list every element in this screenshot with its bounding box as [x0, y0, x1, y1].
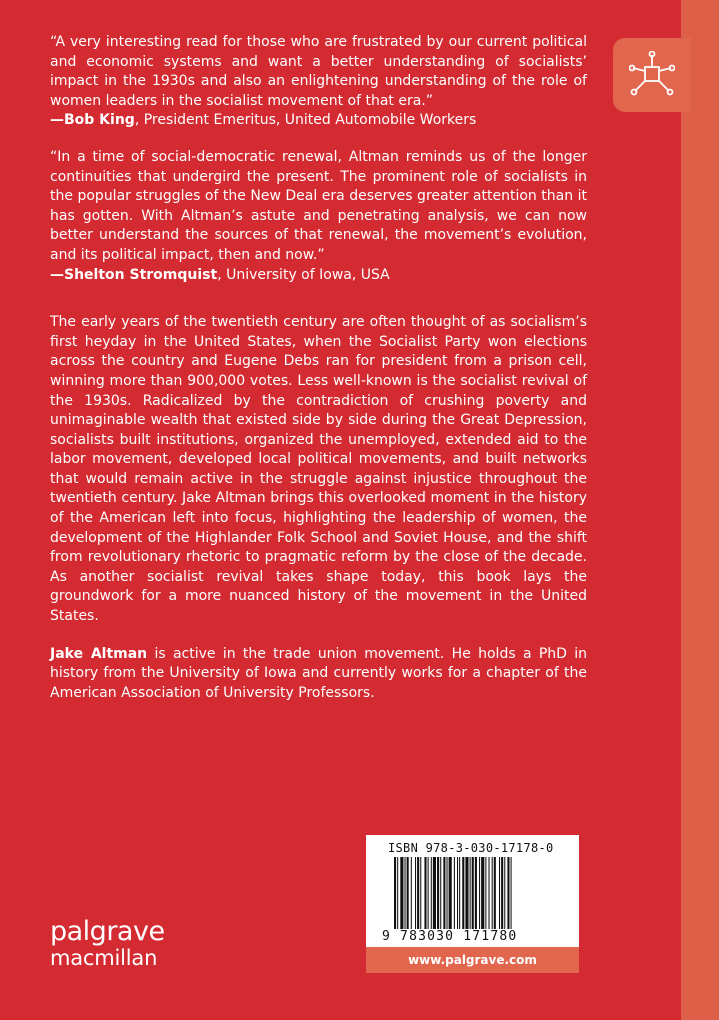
- author-name: Jake Altman: [50, 645, 148, 662]
- barcode-bar: [433, 857, 436, 929]
- author-bio-text: is active in the trade union movement. He holds a PhD in history from the University of Iowa and currently works for a chapter of the American Association of University Professors.: [50, 645, 587, 701]
- quote-attribution: [50, 111, 587, 131]
- back-cover-text: [50, 33, 587, 703]
- barcode-bar: [501, 857, 503, 929]
- barcode-bar: [449, 857, 452, 929]
- barcode-bar: [437, 857, 439, 929]
- quote-attribution: [50, 266, 587, 286]
- barcode-bar: [443, 857, 445, 929]
- barcode-bar: [492, 857, 493, 929]
- barcode-bar: [465, 857, 468, 929]
- barcode-bar: [470, 857, 471, 929]
- quote-text: “In a time of social-democratic renewal, Altman reminds us of the longer continuities that undergird the present. The prominent role of socialists in the popular struggles of the New Deal era deserves greater attention than it has gotten. With Altman’s astute and penetrating analysis, we can now better understand the sources of that renewal, the movement’s evolution, and its political impact, then and now.”: [50, 148, 587, 263]
- barcode-bar: [504, 857, 505, 929]
- barcode-bar: [400, 857, 403, 929]
- barcode-bars: [394, 857, 556, 929]
- barcode-bar: [454, 857, 455, 929]
- publisher-url[interactable]: www.palgrave.com: [366, 947, 579, 973]
- barcode-bar: [428, 857, 429, 929]
- quote-author: —Shelton Stromquist: [50, 266, 218, 283]
- barcode-bar: [417, 857, 419, 929]
- quote-affiliation: , President Emeritus, United Automobile Workers: [134, 112, 477, 129]
- barcode-bar: [481, 857, 484, 929]
- barcode-bar: [459, 857, 460, 929]
- barcode-bar: [394, 857, 396, 929]
- publisher-name-line2: macmillan: [50, 946, 158, 970]
- barcode-box: [366, 835, 579, 973]
- barcode-bar: [407, 857, 409, 929]
- spine-strip: [681, 0, 719, 1020]
- publisher-name-line1: palgrave: [50, 916, 165, 947]
- barcode-bar: [447, 857, 448, 929]
- isbn-label: ISBN 978-3-030-17178-0: [388, 841, 554, 855]
- barcode-bar: [440, 857, 441, 929]
- barcode-bar: [499, 857, 500, 929]
- barcode-bar: [472, 857, 474, 929]
- quote-block-1: [50, 33, 587, 131]
- barcode-bar: [397, 857, 398, 929]
- barcode-bar: [494, 857, 496, 929]
- quote-text: “A very interesting read for those who are frustrated by our current political and economic systems and want a better understanding of socialists’ impact in the 1930s and also an enlightening understanding of the role of women leaders in the socialist movement of that era.”: [50, 34, 587, 109]
- quote-affiliation: , University of Iowa, USA: [217, 266, 390, 283]
- barcode-bar: [489, 857, 490, 929]
- barcode-bar: [475, 857, 477, 929]
- barcode-bar: [405, 857, 406, 929]
- barcode-digits: 9 783030 171780: [382, 929, 518, 944]
- barcode-bar: [415, 857, 416, 929]
- barcode-bar: [424, 857, 426, 929]
- barcode-bar: [479, 857, 480, 929]
- barcode-bar: [420, 857, 421, 929]
- palgrave-network-icon: [629, 51, 675, 97]
- barcode-bar: [457, 857, 458, 929]
- author-bio: [50, 645, 587, 704]
- barcode-bar: [462, 857, 464, 929]
- barcode-bar: [511, 857, 512, 929]
- publisher-wordmark: [50, 918, 165, 970]
- barcode-bar: [431, 857, 432, 929]
- barcode-bar: [485, 857, 486, 929]
- book-description: The early years of the twentieth century are often thought of as socialism’s first heyday in the United States, when the Socialist Party won elections across the country and Eugene Debs ran for president from a prison cell, winning more than 900,000 votes. Less well-known is the socialist revival of the 1930s. Radicalized by the contradiction of crushing poverty and unimaginable wealth that existed side by side during the Great Depression, socialists built institutions, organized the unemployed, extended aid to the labor movement, developed local political movements, and built networks that would remain active in the struggle against injustice throughout the twentieth century. Jake Altman brings this overlooked moment in the history of the American left into focus, highlighting the leadership of women, the development of the Highlander Folk School and Soviet House, and the shift from revolutionary rhetoric to pragmatic reform by the close of the decade. As another socialist revival takes shape today, this book lays the groundwork for a more nuanced history of the movement in the United States.: [50, 314, 587, 625]
- quote-author: —Bob King: [50, 112, 135, 129]
- quote-block-2: [50, 148, 587, 285]
- palgrave-logo-badge: [613, 38, 691, 112]
- barcode-bar: [411, 857, 412, 929]
- barcode-bar: [507, 857, 509, 929]
